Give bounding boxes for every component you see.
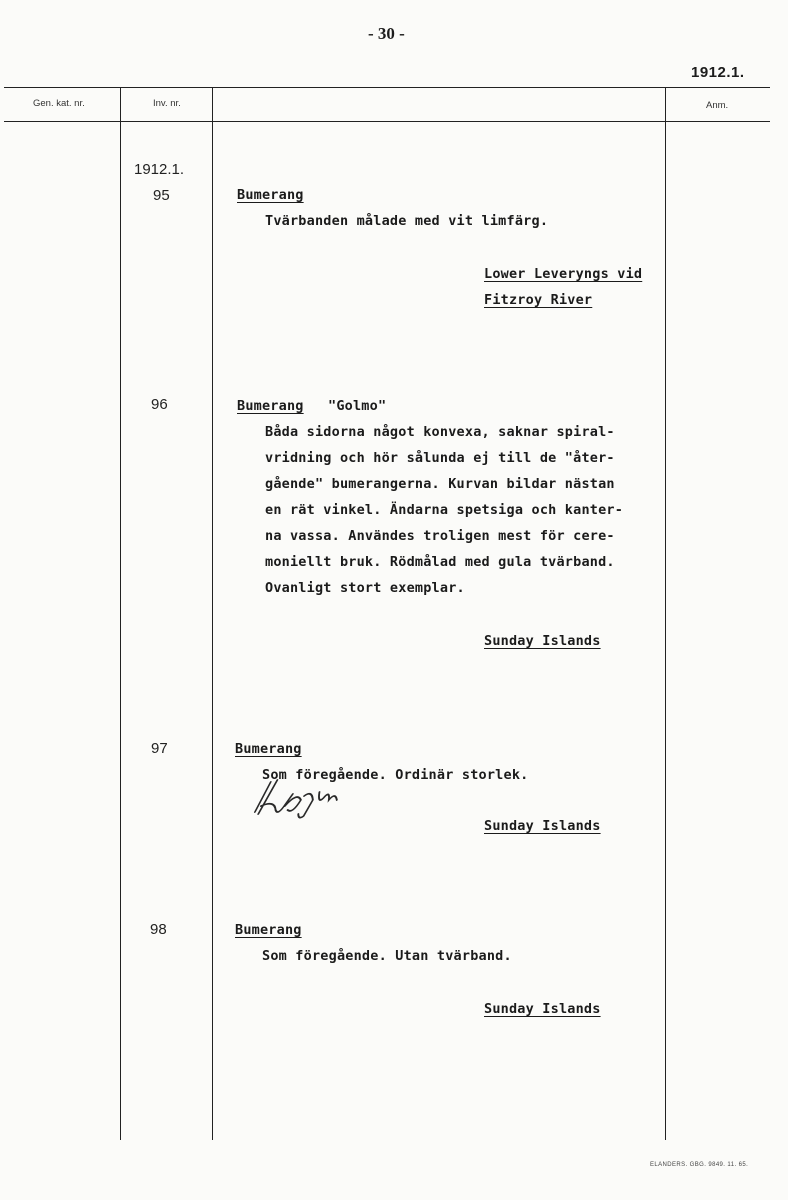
entry-line: na vassa. Användes troligen mest för cere-	[265, 528, 615, 544]
anm-header: Anm.	[706, 100, 729, 111]
entry-title: Bumerang	[235, 741, 302, 757]
entry-line: Båda sidorna något konvexa, saknar spiral-	[265, 424, 615, 440]
entry-line: Som föregående. Utan tvärband.	[262, 948, 512, 964]
entry-line: vridning och hör sålunda ej till de "åter-	[265, 450, 615, 466]
inv-number: 97	[151, 740, 168, 757]
year-mark: 1912.1.	[134, 161, 185, 178]
page-number: - 30 -	[368, 24, 405, 43]
header-year: 1912.1.	[691, 64, 745, 81]
locality-line: Sunday Islands	[484, 818, 601, 834]
inv-header: Inv. nr.	[153, 98, 181, 109]
inv-number: 95	[153, 187, 170, 204]
inv-number: 98	[150, 921, 167, 938]
locality-line: Lower Leveryngs vid	[484, 266, 643, 282]
entry-line: Som föregående. Ordinär storlek.	[262, 767, 529, 783]
table-top-rule	[4, 87, 770, 88]
entry-subtitle: "Golmo"	[328, 398, 387, 414]
col-divider-2	[212, 87, 213, 1140]
entry-line: Ovanligt stort exemplar.	[265, 580, 465, 596]
entry-line: gående" bumerangerna. Kurvan bildar nästan	[265, 476, 615, 492]
entry-title: Bumerang	[237, 187, 304, 203]
entry-line: moniellt bruk. Rödmålad med gula tvärband.	[265, 554, 615, 570]
table-header-rule	[4, 121, 770, 122]
inv-number: 96	[151, 396, 168, 413]
entry-line: en rät vinkel. Ändarna spetsiga och kanter-	[265, 502, 624, 518]
locality-line: Sunday Islands	[484, 633, 601, 649]
printer-mark: ELANDERS. GBG. 9849. 11. 65.	[650, 1162, 749, 1168]
locality-line: Fitzroy River	[484, 292, 593, 308]
col-divider-3	[665, 87, 666, 1140]
col-divider-1	[120, 87, 121, 1140]
signature-scrawl	[250, 770, 356, 820]
entry-title: Bumerang	[237, 398, 304, 414]
gen-kat-header: Gen. kat. nr.	[33, 98, 85, 109]
handwritten-signature	[247, 770, 356, 829]
entry-title: Bumerang	[235, 922, 302, 938]
entry-line: Tvärbanden målade med vit limfärg.	[265, 213, 549, 229]
locality-line: Sunday Islands	[484, 1001, 601, 1017]
